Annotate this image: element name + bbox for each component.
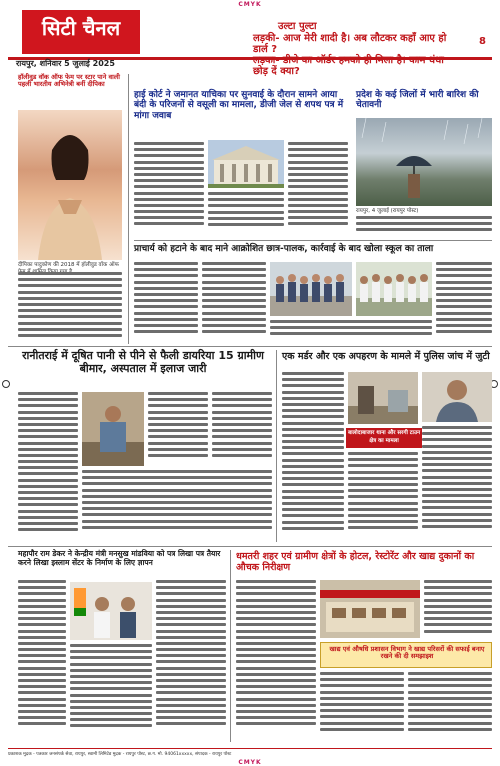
principal-body-bottom: [270, 320, 432, 340]
inspection-body-col5: [408, 672, 492, 740]
rain-photo: [356, 118, 492, 206]
inspection-highlight-box: [320, 642, 492, 668]
minister-body-col3: [156, 580, 226, 740]
column-divider-2: [276, 350, 277, 542]
highcourt-body-col1: [134, 142, 204, 232]
food-shop-icon: [320, 580, 420, 638]
crowd-icon-2: [356, 262, 432, 316]
minister-body-col2: [70, 644, 152, 740]
water-body-col1: [18, 392, 78, 542]
section-rule-3: [8, 546, 492, 547]
inspection-body-col4: [320, 672, 404, 740]
inspection-body-col3: [424, 580, 492, 640]
rain-caption: रायपुर, 4 जुलाई (रायपुर पोस्ट): [356, 208, 419, 214]
principal-headline: प्राचार्य को हटाने के बाद माने आक्रोशित छात्र-पालक, कार्रवाई के बाद खोला स्कूल का ताला: [134, 244, 434, 254]
murder-label-box: बालोदाबाजार थाना और सरगी टाउन क्षेत्र का मामला: [346, 428, 422, 448]
rain-umbrella-icon: [356, 118, 492, 206]
humor-line-1: लड़की- आज मेरी शादी है। अब लौटकर कहाँ आए हो: [253, 33, 447, 44]
crowd-icon: [270, 262, 352, 316]
students-photo-2: [356, 262, 432, 316]
principal-body-col2: [202, 262, 266, 338]
cmyk-mark-bottom: CMYK: [238, 759, 262, 766]
cmyk-mark-top: CMYK: [238, 1, 262, 8]
deepika-headline: हॉलीवुड वॉक ऑफ फेम पर स्टार पाने वाली पहली भारतीय अभिनेत्री बनीं दीपिका: [18, 73, 120, 89]
rain-headline: प्रदेश के कई जिलों में भारी बारिश की चेतावनी: [356, 90, 479, 111]
suspect-photo: [422, 372, 492, 422]
water-headline: रानीतराई में दूषित पानी से पीने से फैली डायरिया 15 ग्रामीण बीमार, अस्पताल में इलाज जारी: [22, 349, 264, 375]
dateline: रायपुर, शनिवार 5 जुलाई 2025: [16, 59, 115, 68]
deepika-body: [18, 272, 122, 342]
highcourt-body-col2: [208, 192, 284, 232]
column-divider: [128, 74, 129, 344]
humor-box: [253, 30, 473, 77]
section-rule: [134, 240, 492, 241]
highcourt-headline: हाई कोर्ट ने जमानत याचिका पर सुनवाई के दौरान सामने आया बंदी के परिजनों से वसूली का मामला, डीजी जेल से शपथ पत्र में मांगा जवाब: [134, 90, 344, 121]
murder-photo: [348, 372, 418, 424]
minister-headline: महापौर राम डेकर ने केन्द्रीय मंत्री मनसुख मांडविया को पत्र लिखा पत्र तैयार करने लिखा इस्लाम सेंटर के निर्माण के लिए ज्ञापन: [18, 549, 221, 567]
humor-tag: उल्टा पुल्टा: [278, 21, 317, 32]
imprint-footer: प्रकाशक मुद्रक - पत्रकार जनसंपर्क सेवा, रायपुर, स्वामी लिमिटेड मुद्रक - रायपुर पोस्ट, छ.ग. मो. 94061xxxxx, संपादक - रायपुर पोस्ट: [8, 748, 492, 758]
deepika-portrait-icon: [18, 110, 122, 260]
crime-scene-icon: [348, 372, 418, 424]
murder-headline: एक मर्डर और एक अपहरण के मामले में पुलिस जांच में जुटी: [282, 351, 490, 362]
humor-line-2: लड़का- डीजे का ऑर्डर हमको ही मिला है। काम धंधा: [253, 55, 444, 66]
section-rule-2: [8, 346, 492, 347]
deepika-photo: [18, 110, 122, 260]
highcourt-body-col3: [288, 142, 348, 232]
murder-body-col3: [422, 426, 492, 542]
person-icon: [422, 372, 492, 422]
water-body-col3: [148, 392, 208, 466]
patient-icon: [82, 392, 144, 466]
minister-photo: [70, 582, 152, 640]
deepika-caption: दीपिका पादुकोण की 2018 में हॉलीवुड वॉक ऑफ: [18, 262, 119, 268]
principal-body-col1: [134, 262, 198, 338]
minister-body-col1: [18, 580, 66, 740]
murder-body-col2: [348, 452, 418, 542]
building-icon: [208, 140, 284, 188]
inspection-photo: [320, 580, 420, 638]
highcourt-building-photo: [208, 140, 284, 188]
water-body-col4: [212, 392, 272, 466]
water-photo: [82, 392, 144, 466]
principal-body-col5: [436, 262, 492, 338]
students-photo-1: [270, 262, 352, 316]
murder-body-col1: [282, 372, 344, 542]
column-divider-3: [230, 550, 231, 742]
page-number: 8: [479, 36, 486, 47]
meeting-icon: [70, 582, 152, 640]
rain-body: [356, 216, 492, 238]
registration-mark-left: [2, 380, 10, 388]
section-logo: [22, 10, 140, 54]
inspection-headline: धमतरी शहर एवं ग्रामीण क्षेत्रों के होटल, रेस्टोरेंट और खाद्य दुकानों का औचक निरीक्षण: [236, 551, 475, 573]
inspection-highlight-text: खाद्य एवं औषधि प्रशासन विभाग ने खाद्य परिसरों की सफाई बनाए रखने की दी समझाइश: [329, 645, 485, 661]
section-title: सिटी चैनल: [41, 16, 121, 40]
inspection-body-col1: [236, 580, 316, 740]
humor-line-2b: छोड़ दें क्या?: [253, 66, 300, 77]
humor-line-1b: डार्ल ?: [253, 44, 278, 55]
water-body-bottom: [82, 470, 272, 542]
